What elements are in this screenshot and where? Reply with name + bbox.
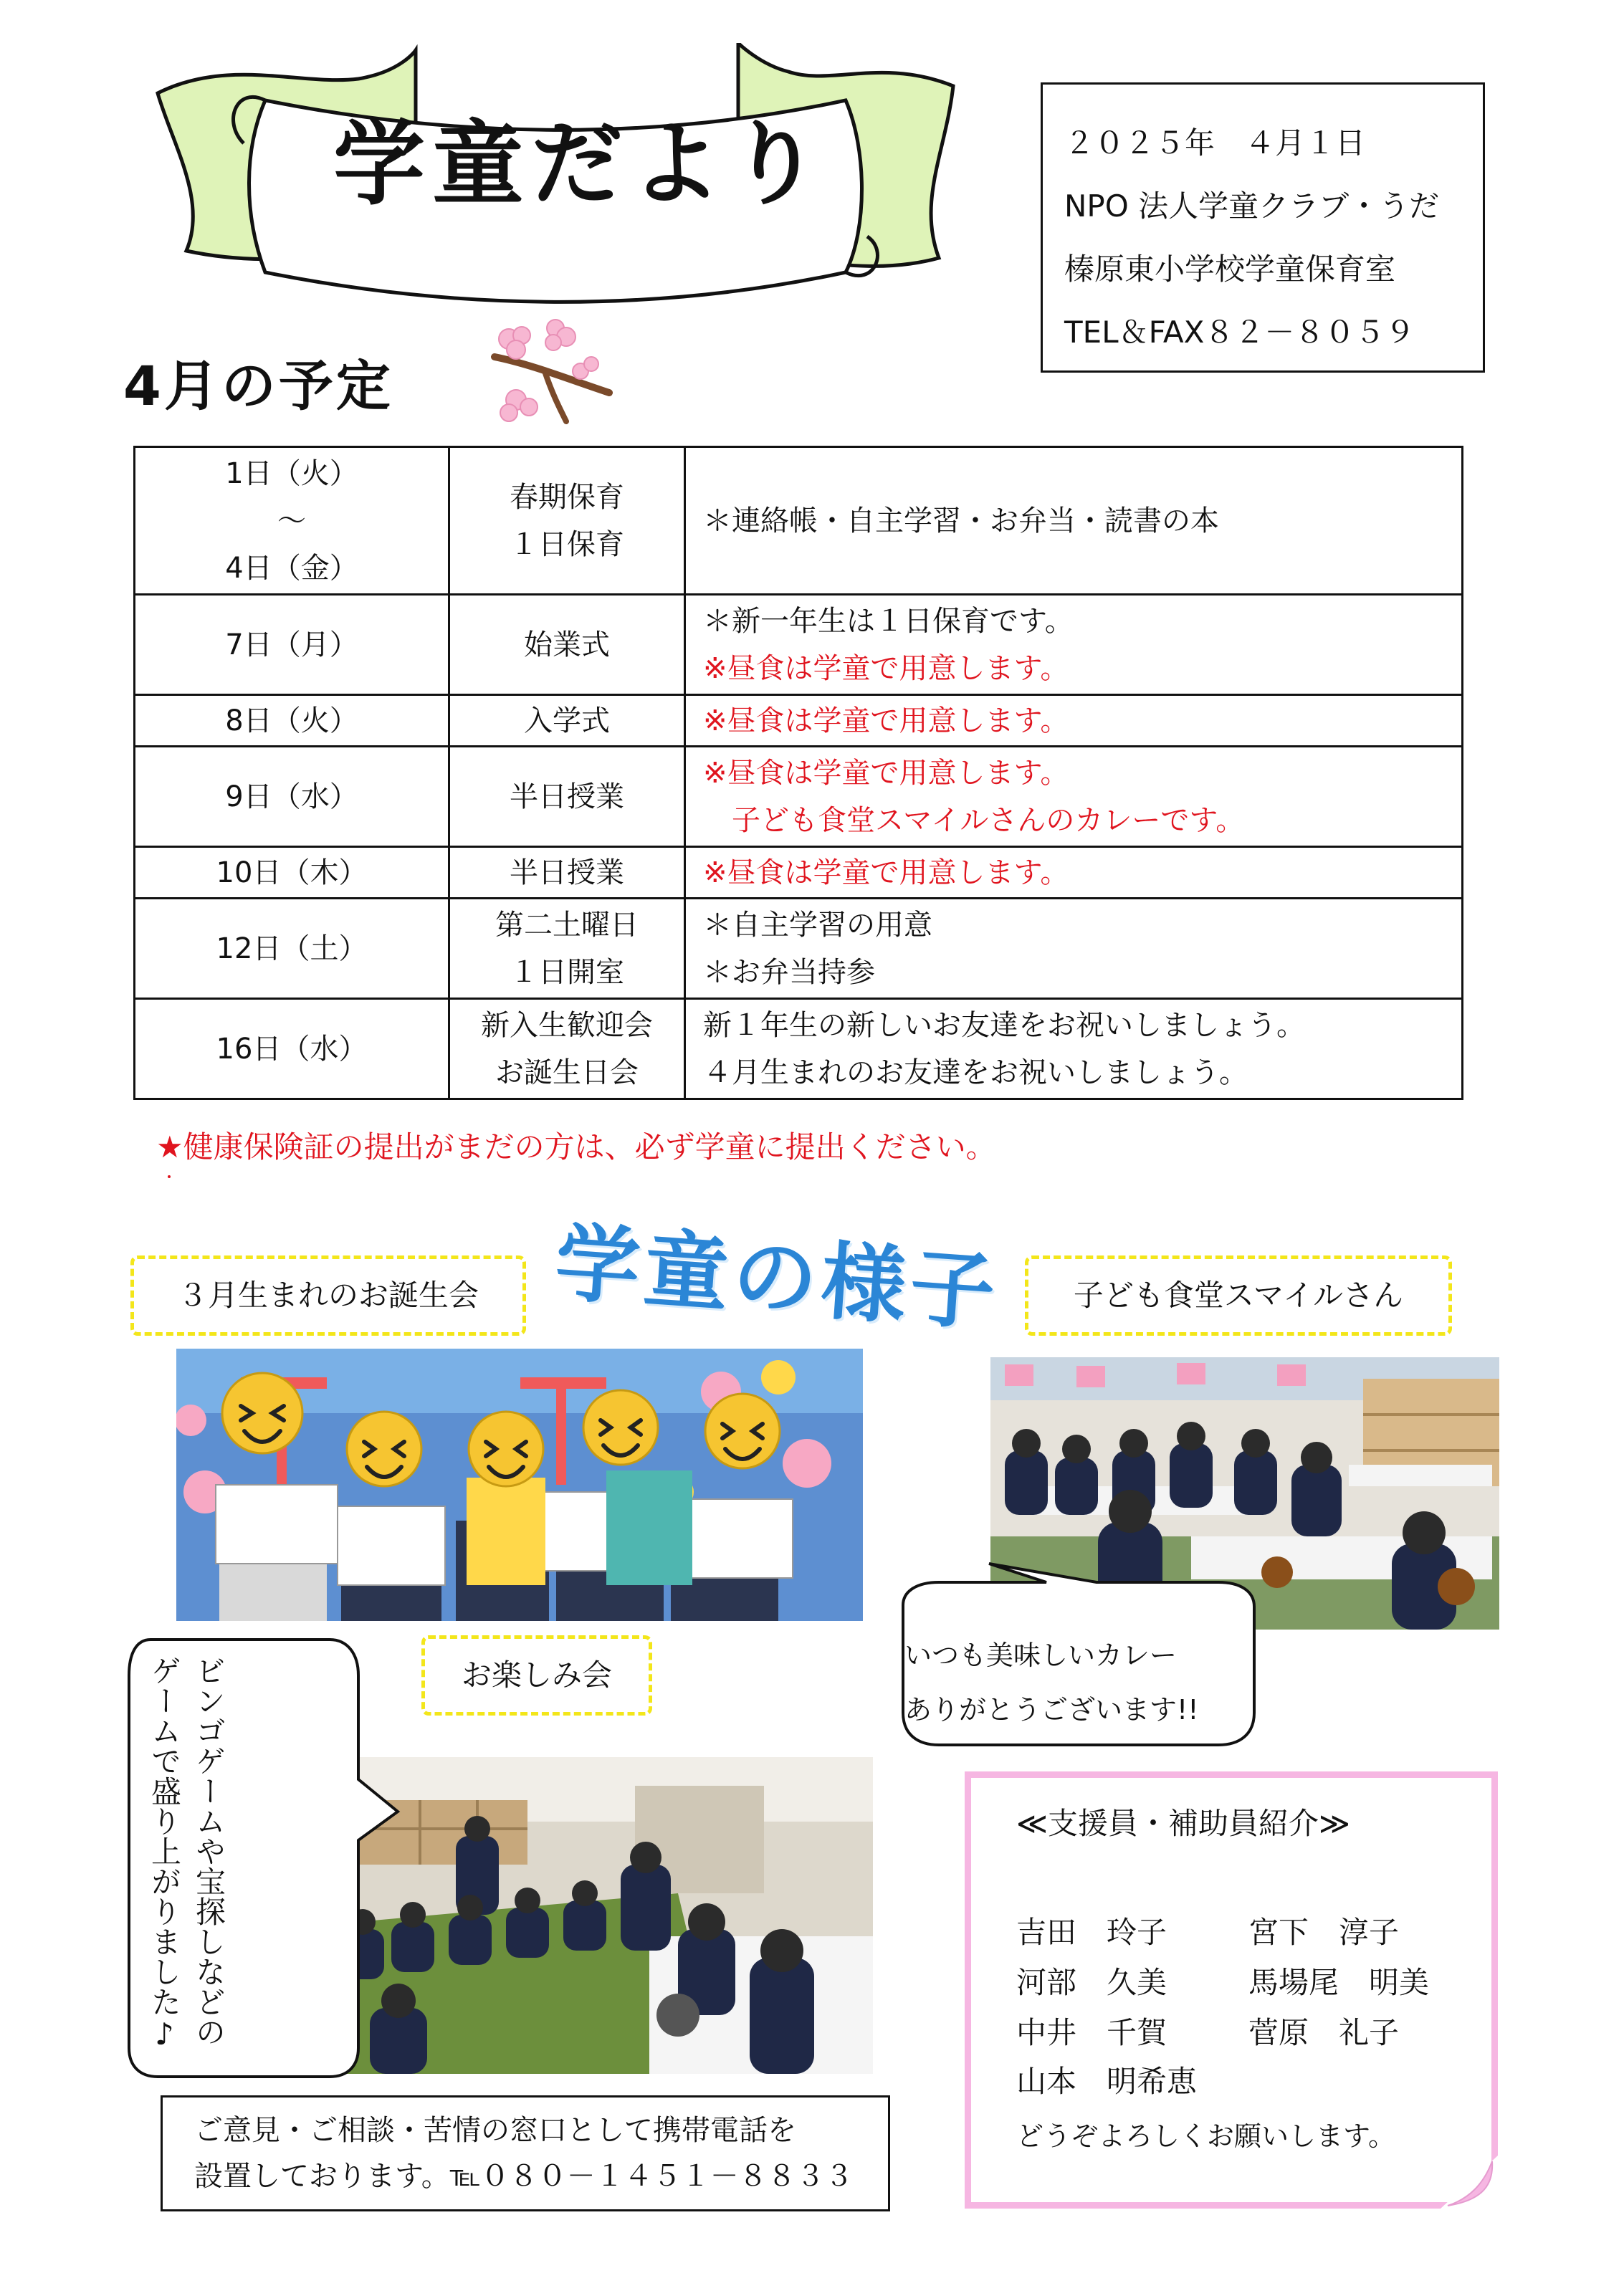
schedule-notes-cell [685, 695, 1463, 747]
info-box [1041, 82, 1485, 373]
schedule-event-cell [449, 447, 685, 595]
insurance-notice: ★健康保険証の提出がまだの方は、必ず学童に提出ください。 [156, 1129, 996, 1164]
schedule-date-cell [135, 695, 449, 747]
schedule-event-cell [449, 747, 685, 847]
staff-title: ≪支援員・補助員紹介≫ [1016, 1806, 1350, 1841]
schedule-notes-cell [685, 847, 1463, 899]
staff-name: 吉田 玲子 [1016, 1915, 1167, 1950]
fun-bubble-line: ゲームで盛り上がりました♪ [147, 1655, 182, 2052]
schedule-date-cell [135, 847, 449, 899]
schedule-row [135, 899, 1463, 999]
schedule-event: 春期保育 [510, 480, 624, 514]
organization-name: NPO 法人学童クラブ・うだ [1064, 188, 1440, 224]
schedule-event: 第二土曜日 [495, 908, 639, 942]
schedule-event: 入学式 [524, 704, 610, 737]
schedule-event: 半日授業 [510, 856, 624, 889]
contact-box [161, 2095, 890, 2211]
schedule-event: 新入生歓迎会 [481, 1008, 653, 1042]
schedule-date-cell [135, 595, 449, 695]
schedule-date-cell [135, 747, 449, 847]
schedule-date-cell [135, 899, 449, 999]
schedule-note: ＊新一年生は１日保育です。 [703, 604, 1074, 638]
schedule-note: ＊お弁当持参 [703, 955, 875, 989]
schedule-note: ※昼食は学童で用意します。 [703, 704, 1069, 737]
schedule-note: ※昼食は学童で用意します。 [703, 756, 1069, 790]
schedule-notes-cell [685, 595, 1463, 695]
schedule-row [135, 747, 1463, 847]
staff-name: 山本 明希恵 [1016, 2064, 1198, 2099]
tel-fax: TEL＆FAX８２－８０５９ [1064, 315, 1415, 350]
birthday-party-photo [176, 1349, 863, 1621]
page-curl-icon [1441, 2156, 1498, 2209]
notice-dot [168, 1175, 171, 1178]
fun-bubble-text [142, 1655, 231, 2057]
schedule-event-cell [449, 899, 685, 999]
schedule-note: ※昼食は学童で用意します。 [703, 856, 1069, 889]
schedule-note: ※昼食は学童で用意します。 [703, 651, 1069, 685]
activities-title: 学童の様子 [552, 1212, 1003, 1343]
smile-bubble-text [904, 1628, 1198, 1737]
schedule-notes-cell [685, 899, 1463, 999]
schedule-date: 4日（金） [225, 551, 358, 585]
schedule-date: 10日（木） [216, 856, 368, 889]
schedule-event: 半日授業 [510, 780, 624, 813]
schedule-date: ～ [277, 504, 306, 537]
fun-party-label: お楽しみ会 [421, 1635, 652, 1716]
schedule-note: ＊自主学習の用意 [703, 908, 932, 942]
schedule-date: 1日（火） [225, 456, 358, 490]
staff-name: 中井 千賀 [1016, 2015, 1167, 2050]
schedule-date: 12日（土） [216, 932, 368, 965]
schedule-notes-cell [685, 447, 1463, 595]
schedule-event-cell [449, 999, 685, 1099]
schedule-date-cell [135, 999, 449, 1099]
schedule-event-cell [449, 695, 685, 747]
schedule-notes-cell [685, 999, 1463, 1099]
schedule-table [133, 446, 1463, 1100]
birthday-party-label: ３月生まれのお誕生会 [130, 1255, 526, 1336]
issue-date: ２０２５年 ４月１日 [1064, 125, 1366, 161]
fun-bubble-line: ビンゴゲームや宝探しなどの [191, 1655, 226, 2047]
staff-name: 馬場尾 明美 [1248, 1965, 1430, 2000]
schedule-row [135, 847, 1463, 899]
schedule-date-cell [135, 447, 449, 595]
cherry-blossom-icon [487, 314, 616, 429]
contact-line: ご意見・ご相談・苦情の窓口として携帯電話を [194, 2114, 796, 2147]
schedule-date: 7日（月） [225, 628, 358, 661]
staff-closing: どうぞよろしくお願いします。 [1016, 2120, 1395, 2152]
schedule-row [135, 595, 1463, 695]
facility-name: 榛原東小学校学童保育室 [1064, 252, 1396, 287]
schedule-notes-cell [685, 747, 1463, 847]
schedule-note: ４月生まれのお友達をお祝いしましょう。 [703, 1056, 1248, 1089]
schedule-date: 8日（火） [225, 704, 358, 737]
schedule-row [135, 447, 1463, 595]
schedule-note: ＊連絡帳・自主学習・お弁当・読書の本 [703, 504, 1219, 537]
schedule-row [135, 695, 1463, 747]
staff-name: 河部 久美 [1016, 1965, 1167, 2000]
schedule-event-cell [449, 595, 685, 695]
schedule-event: １日保育 [510, 527, 624, 561]
smile-bubble-line: ありがとうございます!! [904, 1694, 1199, 1726]
contact-line: 設置しております。℡０８０－１４５１－８８３３ [194, 2160, 854, 2193]
schedule-event-cell [449, 847, 685, 899]
schedule-date: 9日（水） [225, 780, 358, 813]
smile-bubble-line: いつも美味しいカレー [904, 1640, 1178, 1671]
schedule-note: 新１年生の新しいお友達をお祝いしましょう。 [703, 1008, 1305, 1042]
schedule-note: 子ども食堂スマイルさんのカレーです。 [703, 803, 1245, 837]
schedule-date: 16日（水） [216, 1032, 368, 1066]
newsletter-title: 学童だより [333, 111, 828, 218]
schedule-event: お誕生日会 [495, 1056, 639, 1089]
smile-cafeteria-label: 子ども食堂スマイルさん [1025, 1255, 1452, 1336]
schedule-event: １日開室 [510, 955, 624, 989]
schedule-event: 始業式 [524, 628, 610, 661]
schedule-title: 4月の予定 [123, 354, 393, 418]
staff-name: 菅原 礼子 [1248, 2015, 1400, 2050]
schedule-row [135, 999, 1463, 1099]
staff-name: 宮下 淳子 [1248, 1915, 1400, 1950]
